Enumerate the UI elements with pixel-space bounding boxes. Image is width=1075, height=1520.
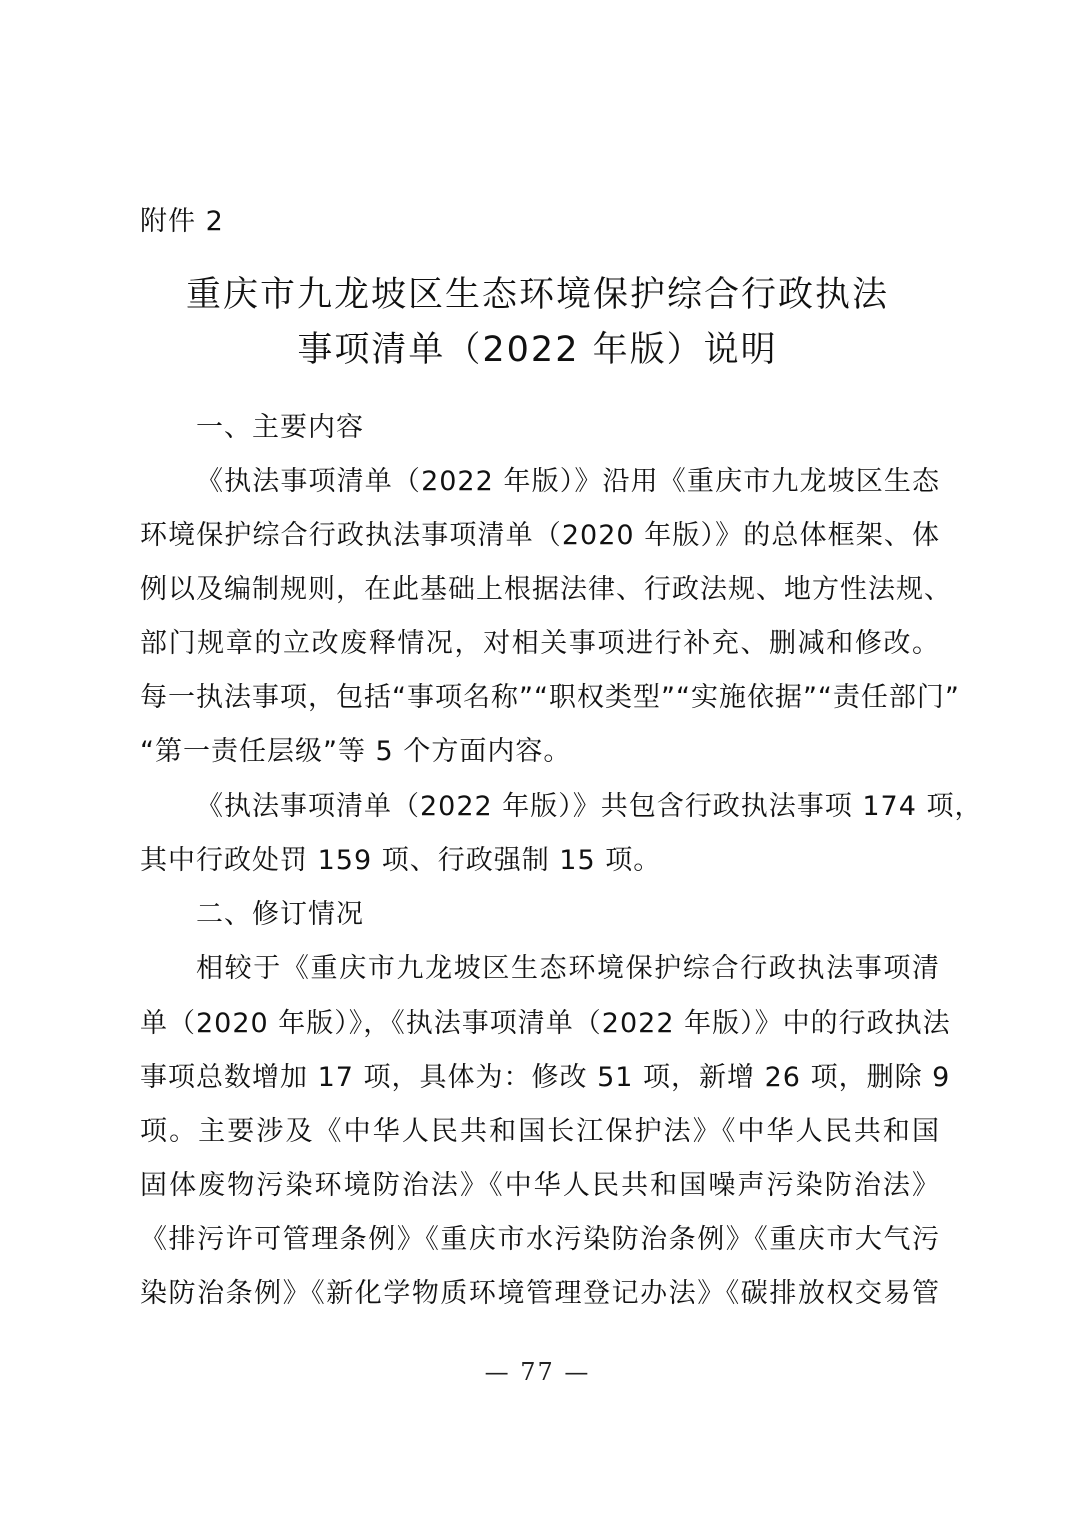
paragraph-line: 《执法事项清单（2022 年版）》沿用《重庆市九龙坡区生态 — [196, 466, 940, 497]
paragraph-line: “第一责任层级”等 5 个方面内容。 — [140, 736, 572, 767]
attachment-label: 附件 2 — [140, 206, 224, 237]
document-title-line-2: 事项清单（2022 年版）说明 — [297, 330, 778, 370]
paragraph-line: 《执法事项清单（2022 年版）》共包含行政执法事项 174 项， — [196, 791, 983, 822]
paragraph-line: 染防治条例》《新化学物质环境管理登记办法》《碳排放权交易管 — [140, 1278, 940, 1309]
paragraph-line: 其中行政处罚 159 项、行政强制 15 项。 — [140, 845, 662, 876]
page-number: — 77 — — [484, 1358, 591, 1386]
paragraph-line: 相较于《重庆市九龙坡区生态环境保护综合行政执法事项清 — [196, 953, 940, 984]
paragraph-line: 固体废物污染环境防治法》《中华人民共和国噪声污染防治法》 — [140, 1170, 940, 1201]
section-heading-revision: 二、修订情况 — [196, 899, 364, 930]
paragraph-line: 项。主要涉及《中华人民共和国长江保护法》《中华人民共和国 — [140, 1116, 940, 1147]
paragraph-line: 环境保护综合行政执法事项清单（2020 年版）》的总体框架、体 — [140, 520, 940, 551]
paragraph-line: 事项总数增加 17 项，具体为：修改 51 项，新增 26 项，删除 9 — [140, 1062, 951, 1093]
paragraph-line: 例以及编制规则，在此基础上根据法律、行政法规、地方性法规、 — [140, 574, 952, 605]
paragraph-line: 部门规章的立改废释情况，对相关事项进行补充、删减和修改。 — [140, 628, 940, 659]
paragraph-line: 每一执法事项，包括“事项名称”“职权类型”“实施依据”“责任部门” — [140, 682, 960, 713]
paragraph-line: 单（2020 年版）》，《执法事项清单（2022 年版）》中的行政执法 — [140, 1008, 951, 1039]
document-title-line-1: 重庆市九龙坡区生态环境保护综合行政执法 — [185, 275, 889, 315]
paragraph-line: 《排污许可管理条例》《重庆市水污染防治条例》《重庆市大气污 — [140, 1224, 940, 1255]
section-heading-main-content: 一、主要内容 — [196, 412, 364, 443]
